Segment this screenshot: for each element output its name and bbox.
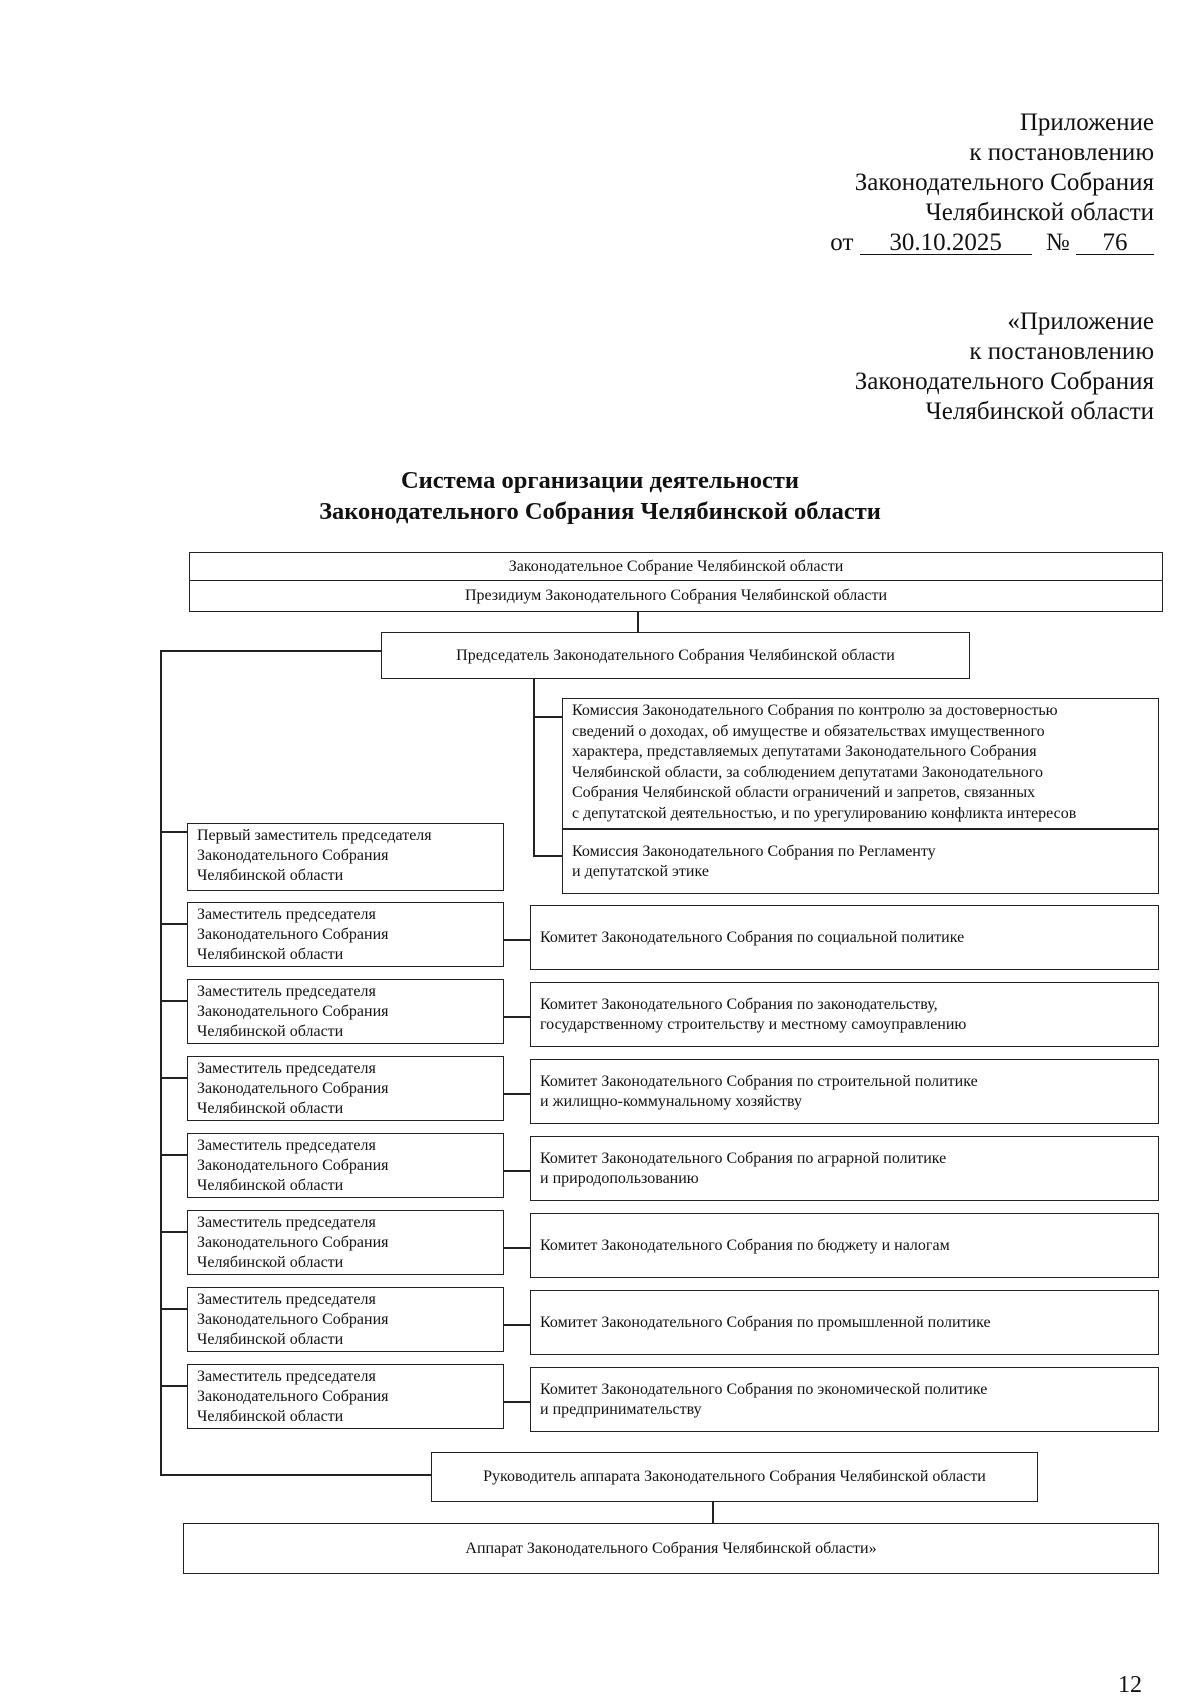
deputy-committee-line xyxy=(502,1324,530,1326)
deputy-line: Законодательного Собрания xyxy=(197,1311,389,1328)
deputy-line: Законодательного Собрания xyxy=(197,926,389,943)
deputy-line: Заместитель председателя xyxy=(197,1291,376,1308)
first-deputy-line: Первый заместитель председателя xyxy=(197,827,432,844)
deputy-line: Челябинской области xyxy=(197,1408,344,1425)
deputy-box xyxy=(187,1287,504,1352)
connector-line xyxy=(160,1474,432,1476)
deputy-line: Заместитель председателя xyxy=(197,1060,376,1077)
title-line: Система организации деятельности xyxy=(400,467,800,494)
commission-rules-box xyxy=(562,829,1159,894)
deputy-line: Челябинской области xyxy=(197,1254,344,1271)
deputy-committee-line xyxy=(502,939,530,941)
committee-line: Комитет Законодательного Собрания по аграрной политике xyxy=(540,1149,947,1167)
deputy-line: Законодательного Собрания xyxy=(197,1080,389,1097)
header-line: Законодательного Собрания xyxy=(854,169,1154,196)
presidium-label: Президиум Законодательного Собрания Челябинской области xyxy=(464,587,888,604)
committee-line: и жилищно-коммунальному хозяйству xyxy=(540,1092,803,1110)
connector-line xyxy=(637,611,639,632)
committee-box xyxy=(530,1367,1159,1432)
committee-line: Комитет Законодательного Собрания по строительной политике xyxy=(540,1072,978,1090)
header-line: Законодательного Собрания xyxy=(854,368,1154,395)
committee-line: и предпринимательству xyxy=(540,1400,702,1418)
commission-rules-line: и депутатской этике xyxy=(572,862,709,880)
head-of-staff-label: Руководитель аппарата Законодательного Собрания Челябинской области xyxy=(483,1468,986,1485)
chairman-box xyxy=(381,632,970,679)
decree-date: 30.10.2025 xyxy=(860,232,1032,255)
commission-trunk-line xyxy=(533,678,535,856)
deputy-line: Челябинской области xyxy=(197,1331,344,1348)
deputy-line: Челябинской области xyxy=(197,946,344,963)
connector-line xyxy=(162,650,382,652)
first-deputy-line: Законодательного Собрания xyxy=(197,847,389,864)
left-trunk-line xyxy=(160,650,162,1475)
branch-line xyxy=(160,1000,187,1002)
deputy-line: Заместитель председателя xyxy=(197,906,376,923)
committee-line: Комитет Законодательного Собрания по законодательству, xyxy=(540,995,938,1013)
commission-income-line: с депутатской деятельностью, и по урегулированию конфликта интересов xyxy=(572,804,1077,822)
committee-line: государственному строительству и местному самоуправлению xyxy=(540,1015,967,1033)
branch-line xyxy=(160,923,187,925)
header-line: Челябинской области xyxy=(925,398,1154,425)
branch-line xyxy=(160,1077,187,1079)
chairman-label: Председатель Законодательного Собрания Челябинской области xyxy=(456,646,895,664)
presidium-box xyxy=(189,580,1163,612)
first-deputy-box xyxy=(187,823,504,891)
committee-box xyxy=(530,1059,1159,1124)
deputy-committee-line xyxy=(502,1401,530,1403)
assembly-box xyxy=(189,552,1163,582)
commission-income-line: Комиссия Законодательного Собрания по контролю за достоверностью xyxy=(572,702,1058,719)
connector-line xyxy=(533,855,563,857)
deputy-committee-line xyxy=(502,1093,530,1095)
deputy-committee-line xyxy=(502,1170,530,1172)
deputy-line: Законодательного Собрания xyxy=(197,1157,389,1174)
commission-rules-line: Комиссия Законодательного Собрания по Регламенту xyxy=(572,842,936,860)
deputy-box xyxy=(187,1133,504,1198)
deputy-committee-line xyxy=(502,1247,530,1249)
deputy-line: Заместитель председателя xyxy=(197,983,376,1000)
header-line: к постановлению xyxy=(969,139,1154,166)
deputy-line: Челябинской области xyxy=(197,1100,344,1117)
staff-label: Аппарат Законодательного Собрания Челябинской области» xyxy=(465,1539,877,1557)
page-title xyxy=(0,465,1200,527)
deputy-box xyxy=(187,1210,504,1275)
header-line: Челябинской области xyxy=(925,199,1154,226)
page-number: 12 xyxy=(1118,1672,1142,1698)
commission-income-line: Собрания Челябинской области ограничений и запретов, связанных xyxy=(572,784,1036,801)
committee-line: Комитет Законодательного Собрания по бюджету и налогам xyxy=(540,1236,950,1254)
header-line: к постановлению xyxy=(969,338,1154,365)
deputy-line: Заместитель председателя xyxy=(197,1137,376,1154)
first-deputy-line: Челябинской области xyxy=(197,867,344,884)
number-sign: № xyxy=(1045,229,1070,256)
committee-line: Комитет Законодательного Собрания по социальной политике xyxy=(540,928,965,946)
deputy-line: Челябинской области xyxy=(197,1177,344,1194)
branch-line xyxy=(160,831,187,833)
title-line: Законодательного Собрания Челябинской области xyxy=(319,498,881,525)
connector-line xyxy=(533,716,563,718)
commission-income-line: сведений о доходах, об имуществе и обязательствах имущественного xyxy=(572,722,1045,740)
committee-box xyxy=(530,905,1159,970)
deputy-box xyxy=(187,979,504,1044)
committee-box xyxy=(530,1136,1159,1201)
committee-line: и природопользованию xyxy=(540,1169,699,1187)
header-line: «Приложение xyxy=(1007,308,1154,335)
deputy-line: Законодательного Собрания xyxy=(197,1003,389,1020)
deputy-line: Заместитель председателя xyxy=(197,1368,376,1385)
deputy-box xyxy=(187,902,504,967)
deputy-line: Законодательного Собрания xyxy=(197,1388,389,1405)
header-date-line xyxy=(830,228,1154,258)
decree-number: 76 xyxy=(1076,232,1154,255)
assembly-label: Законодательное Собрание Челябинской области xyxy=(508,558,844,575)
committee-line: Комитет Законодательного Собрания по экономической политике xyxy=(540,1380,988,1398)
header-line: Приложение xyxy=(1019,109,1154,136)
commission-income-line: характера, представляемых депутатами Законодательного Собрания xyxy=(572,743,1037,760)
deputy-box xyxy=(187,1056,504,1121)
commission-income-line: Челябинской области, за соблюдением депутатами Законодательного xyxy=(572,763,1043,781)
deputy-box xyxy=(187,1364,504,1429)
committee-box xyxy=(530,1290,1159,1355)
branch-line xyxy=(160,1385,187,1387)
committee-box xyxy=(530,1213,1159,1278)
deputy-line: Заместитель председателя xyxy=(197,1214,376,1231)
deputy-committee-line xyxy=(502,1016,530,1018)
appendix-header xyxy=(830,108,1154,258)
deputy-line: Челябинской области xyxy=(197,1023,344,1040)
branch-line xyxy=(160,1154,187,1156)
committee-box xyxy=(530,982,1159,1047)
branch-line xyxy=(160,1308,187,1310)
from-prefix: от xyxy=(830,229,854,256)
branch-line xyxy=(160,1231,187,1233)
appendix-header-quoted xyxy=(855,307,1154,427)
deputy-line: Законодательного Собрания xyxy=(197,1234,389,1251)
connector-line xyxy=(712,1502,714,1524)
committee-line: Комитет Законодательного Собрания по промышленной политике xyxy=(540,1313,991,1331)
commission-income-box xyxy=(562,698,1159,829)
staff-box xyxy=(183,1523,1159,1574)
head-of-staff-box xyxy=(431,1452,1038,1502)
